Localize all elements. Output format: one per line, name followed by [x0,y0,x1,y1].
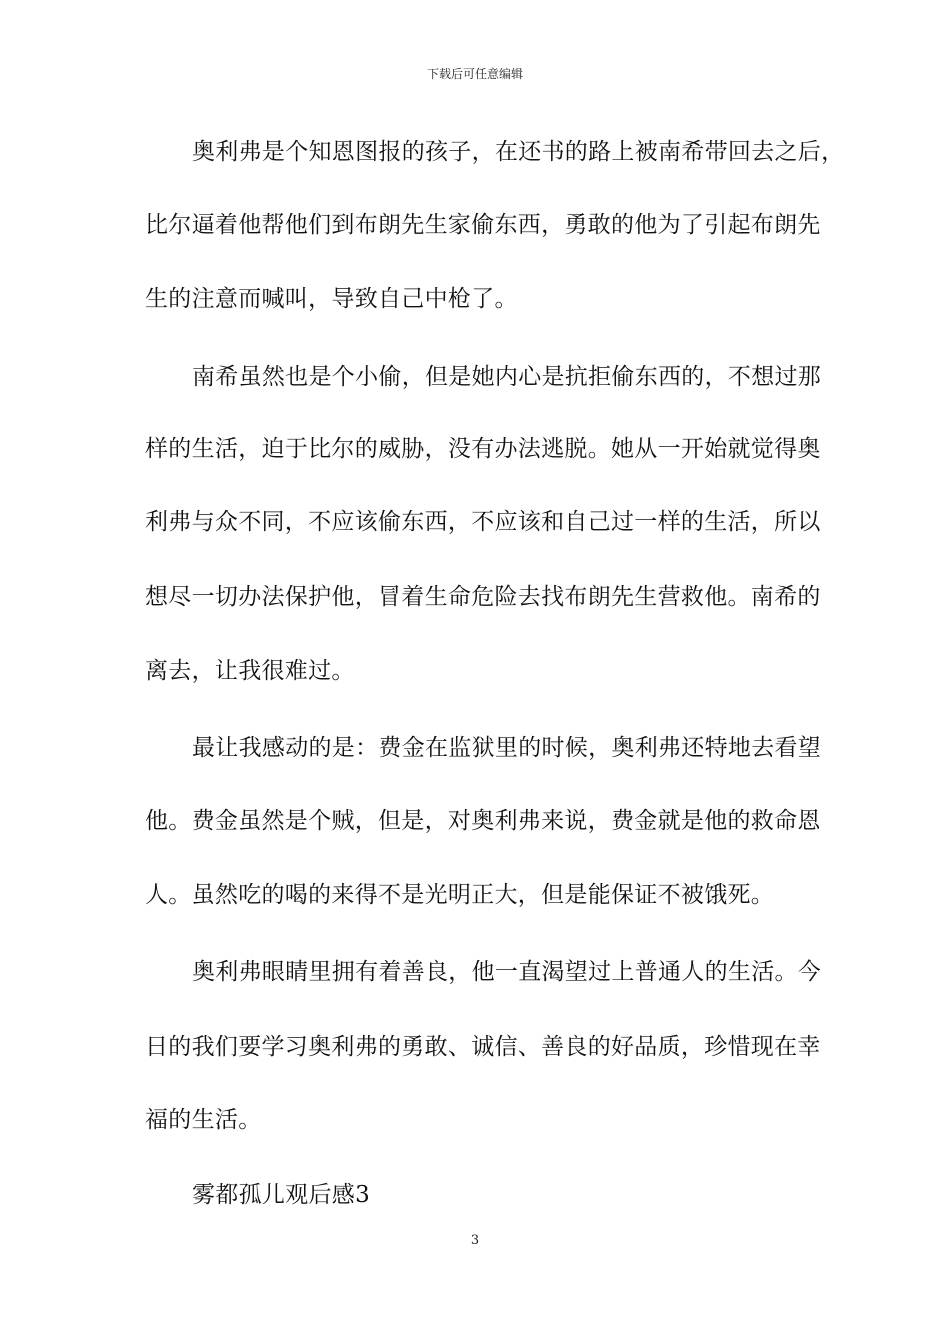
page-number: 3 [470,1233,480,1248]
paragraph-line: 想尽一切办法保护他，冒着生命危险去找布朗先生营救他。南希的 [145,584,821,610]
paragraph-line: 人。虽然吃的喝的来得不是光明正大，但是能保证不被饿死。 [145,882,775,908]
paragraph-line: 利弗与众不同，不应该偷东西，不应该和自己过一样的生活，所以 [145,509,821,535]
section-title: 雾都孤儿观后感3 [192,1182,371,1208]
paragraph-line: 日的我们要学习奥利弗的勇敢、诚信、善良的好品质，珍惜现在幸 [145,1034,821,1060]
paragraph-line: 比尔逼着他帮他们到布朗先生家偷东西，勇敢的他为了引起布朗先 [145,212,821,238]
page-header: 下载后可任意编辑 [426,67,523,81]
paragraph-line: 奥利弗是个知恩图报的孩子，在还书的路上被南希带回去之后， [192,139,845,165]
paragraph-line: 南希虽然也是个小偷，但是她内心是抗拒偷东西的，不想过那 [192,364,822,390]
paragraph-line: 最让我感动的是：费金在监狱里的时候，奥利弗还特地去看望 [192,735,822,761]
paragraph-line: 他。费金虽然是个贼，但是，对奥利弗来说，费金就是他的救命恩 [145,808,821,834]
paragraph-line: 离去，让我很难过。 [145,658,355,684]
paragraph-line: 生的注意而喊叫，导致自己中枪了。 [145,286,518,312]
paragraph-line: 样的生活，迫于比尔的威胁，没有办法逃脱。她从一开始就觉得奥 [145,436,821,462]
paragraph-line: 福的生活。 [145,1107,262,1133]
paragraph-line: 奥利弗眼睛里拥有着善良，他一直渴望过上普通人的生活。今 [192,959,822,985]
